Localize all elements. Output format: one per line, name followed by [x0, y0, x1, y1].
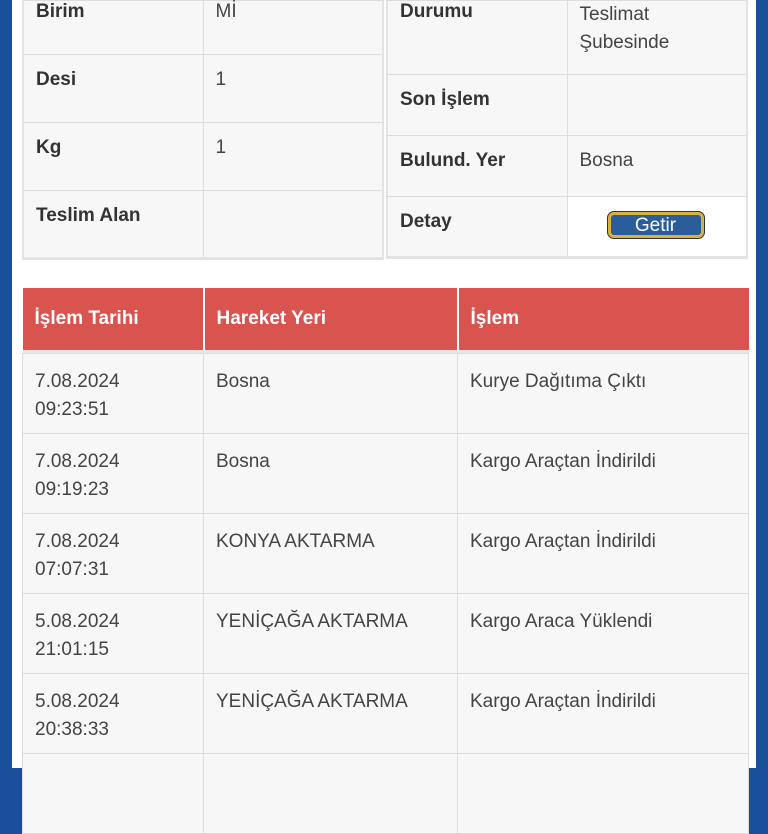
info-row-birim	[23, 1, 383, 55]
date-cell	[23, 353, 204, 433]
action-cell: Kargo Araçtan İndirildi	[458, 673, 749, 753]
info-row-kg	[23, 123, 383, 191]
action-cell: Kargo Araçtan İndirildi	[458, 433, 749, 513]
date-cell	[23, 513, 204, 593]
table-row	[23, 513, 749, 593]
column-header-action: İşlem	[458, 288, 749, 350]
date-text: 7.08.2024	[35, 370, 120, 392]
table-row	[23, 753, 749, 833]
time-text: 09:23:51	[35, 398, 109, 420]
info-value: Bosna	[567, 136, 747, 197]
place-cell: Bosna	[204, 353, 458, 433]
column-header-place: Hareket Yeri	[204, 288, 458, 350]
column-header-date: İşlem Tarihi	[23, 288, 204, 350]
info-label: Birim	[23, 1, 203, 55]
time-text: 07:07:31	[35, 558, 109, 580]
date-text: 7.08.2024	[35, 450, 120, 472]
place-cell: YENİÇAĞA AKTARMA	[204, 673, 458, 753]
date-text: 5.08.2024	[35, 610, 120, 632]
shipment-info	[12, 0, 756, 260]
info-value	[203, 191, 383, 259]
date-text: 5.08.2024	[35, 690, 120, 712]
info-label: Durumu	[387, 1, 567, 75]
date-cell	[23, 433, 204, 513]
info-row-durumu	[387, 1, 747, 75]
info-value	[567, 75, 747, 136]
info-label: Son İşlem	[387, 75, 567, 136]
table-row	[23, 433, 749, 513]
table-header-row	[23, 288, 749, 350]
info-value: 1	[203, 55, 383, 123]
info-label: Detay	[387, 197, 567, 258]
info-label: Desi	[23, 55, 203, 123]
action-cell: Kargo Araçtan İndirildi	[458, 513, 749, 593]
date-cell	[23, 673, 204, 753]
place-cell: YENİÇAĞA AKTARMA	[204, 593, 458, 673]
place-cell: KONYA AKTARMA	[204, 513, 458, 593]
table-row	[23, 673, 749, 753]
info-row-son-islem	[387, 75, 747, 136]
table-row	[23, 353, 749, 433]
time-text: 21:01:15	[35, 638, 109, 660]
info-label: Teslim Alan	[23, 191, 203, 259]
getir-button[interactable]: Getir	[608, 212, 704, 238]
action-cell: Kurye Dağıtıma Çıktı	[458, 353, 749, 433]
time-text: 09:19:23	[35, 478, 109, 500]
movement-history-table	[22, 288, 749, 834]
date-cell	[23, 593, 204, 673]
info-label: Kg	[23, 123, 203, 191]
info-row-desi	[23, 55, 383, 123]
info-row-teslim-alan	[23, 191, 383, 259]
info-value: Teslimat Şubesinde	[567, 1, 747, 75]
info-value: 1	[203, 123, 383, 191]
table-row	[23, 593, 749, 673]
action-cell: Kargo Araca Yüklendi	[458, 593, 749, 673]
info-value: Mİ	[203, 1, 383, 55]
info-row-bulund-yer	[387, 136, 747, 197]
info-row-detay	[387, 197, 747, 258]
time-text: 20:38:33	[35, 718, 109, 740]
shipment-info-right	[386, 0, 748, 259]
date-text: 7.08.2024	[35, 530, 120, 552]
place-cell: Bosna	[204, 433, 458, 513]
info-value	[567, 197, 747, 258]
page-frame	[12, 0, 756, 768]
shipment-info-left	[22, 0, 384, 260]
info-label: Bulund. Yer	[387, 136, 567, 197]
